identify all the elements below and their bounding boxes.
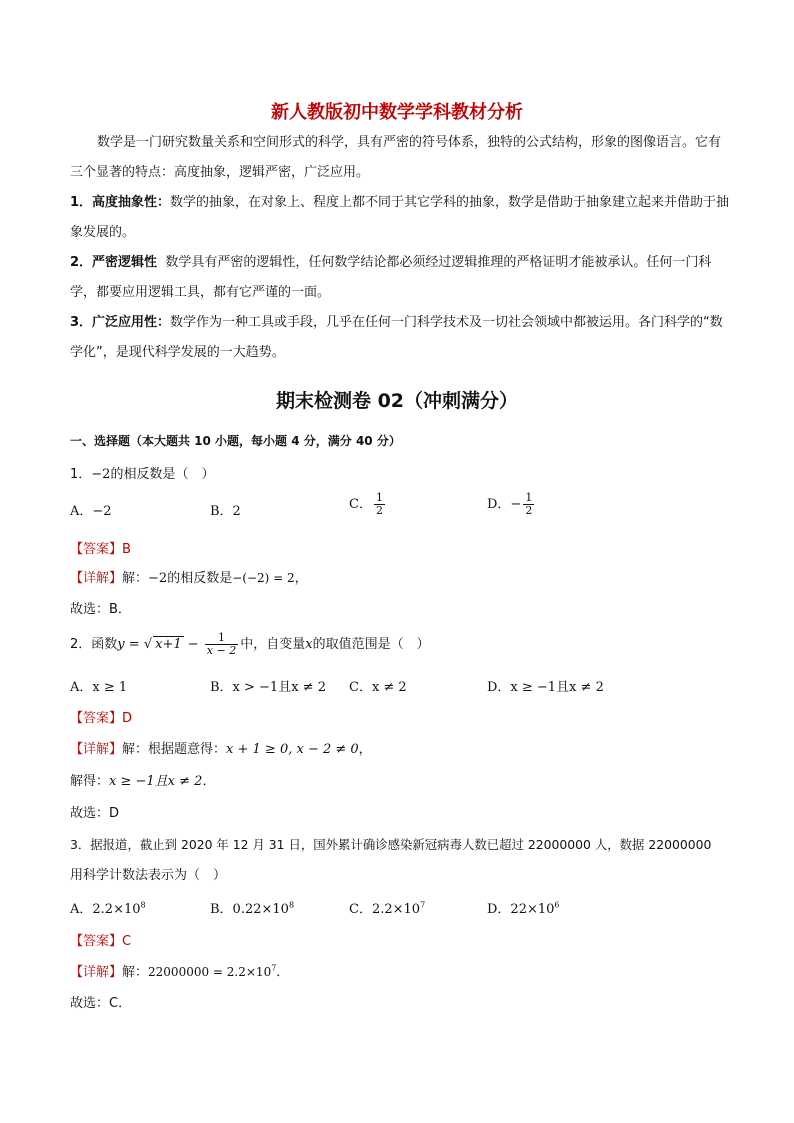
detail-math: x + 1 ≥ 0, x − 2 ≠ 0 [226, 742, 359, 757]
q1-answer [70, 538, 730, 557]
detail-math: −2 [148, 571, 168, 586]
feature-2-label: 2．严密逻辑性 [70, 255, 158, 270]
q2-detail [70, 738, 730, 757]
detail-exponent: 7 [271, 963, 277, 973]
q1-option-c [349, 492, 387, 517]
q2-option-b: B．x > −1且x ≠ 2 [210, 680, 326, 695]
q3-detail [70, 961, 730, 980]
q2-option-a: A．x ≥ 1 [70, 680, 128, 695]
q2-text: 中，自变量 [240, 637, 306, 652]
q3-answer [70, 930, 730, 949]
q1-text: 的相反数是（ ） [110, 467, 215, 482]
answer-value: B [122, 542, 131, 557]
fraction-denominator: 2 [375, 504, 383, 517]
option-base: C．2.2×10 [349, 902, 421, 917]
q1-stem [70, 463, 730, 482]
q3-stem-line1: 3．据报道，截止到 2020 年 12 月 31 日，国外累计确诊感染新冠病毒人数已超过 22000000 人，数据 22000000 [70, 837, 712, 852]
solve-text: ． [202, 774, 216, 789]
option-exponent: 6 [554, 900, 560, 910]
q1-option-c-fraction [374, 492, 385, 517]
q2-sqrt: √ x+1 [143, 637, 182, 652]
detail-math: 22000000 = 2.2×10 [148, 965, 272, 979]
q1-choose: 故选：B． [70, 602, 131, 617]
answer-label: 【答案】 [70, 711, 123, 726]
detail-math: −(−2) = 2 [232, 571, 295, 585]
q2-fraction [205, 632, 238, 657]
q1-number: 1． [70, 467, 92, 482]
option-base: B．0.22×10 [210, 902, 289, 917]
option-exponent: 7 [420, 900, 426, 910]
q3-stem-line2: 用科学计数法表示为（ ） [70, 868, 227, 883]
q1-option-d-label: D．− [487, 497, 522, 512]
fraction-numerator: 1 [525, 491, 533, 504]
q2-option-d: D．x ≥ −1且x ≠ 2 [487, 680, 604, 695]
detail-text: 解： [122, 571, 149, 586]
fraction-numerator: 1 [205, 632, 238, 645]
q1-option-d-fraction [523, 492, 534, 517]
detail-text: ， [358, 742, 372, 757]
fraction-denominator: x − 2 [206, 644, 237, 657]
option-exponent: 8 [140, 900, 146, 910]
q1-option-c-label: C． [349, 497, 372, 512]
fraction-denominator: 2 [525, 504, 533, 517]
detail-text: 的相反数是 [167, 571, 233, 586]
answer-value: C [122, 934, 132, 949]
q1-detail [70, 567, 730, 586]
fraction-numerator: 1 [375, 491, 383, 504]
detail-text: ． [276, 965, 290, 980]
exam-title: 期末检测卷 02（冲刺满分） [275, 390, 519, 412]
q2-math-y: y [117, 637, 125, 652]
section-heading: 一、选择题（本大题共 10 小题，每小题 4 分，满分 40 分） [70, 434, 401, 448]
sqrt-radicand: x+1 [155, 637, 182, 652]
feature-2-text: 数学具有严密的逻辑性，任何数学结论都必须经过逻辑推理的严格证明才能被承认。任何一门科学，都要应用逻辑工具，都有它严谨的一面。 [70, 255, 712, 300]
detail-text: 解：根据题意得： [122, 742, 227, 757]
solve-text: 解得： [70, 774, 110, 789]
feature-1-text: 数学的抽象，在对象上、程度上都不同于其它学科的抽象，数学是借助于抽象建立起来并借助于抽象发展的。 [70, 195, 730, 240]
answer-value: D [122, 711, 133, 726]
q3-option-b [210, 898, 294, 917]
q2-math-minus: − [183, 637, 203, 652]
detail-label: 【详解】 [70, 571, 123, 586]
feature-1-label: 1．高度抽象性： [70, 195, 171, 210]
feature-3 [70, 308, 730, 368]
option-base: A．2.2×10 [70, 902, 141, 917]
q2-math-eq: = [124, 637, 144, 652]
q3-option-d [487, 898, 560, 917]
detail-text: 解： [122, 965, 149, 980]
q2-choose: 故选：D [70, 806, 120, 821]
q2-math-x: x [305, 637, 313, 652]
feature-1 [70, 188, 730, 248]
detail-label: 【详解】 [70, 742, 123, 757]
detail-label: 【详解】 [70, 965, 123, 980]
q1-option-b: B．2 [210, 504, 241, 519]
q3-option-a [70, 898, 146, 917]
q1-math: −2 [91, 467, 111, 482]
answer-label: 【答案】 [70, 542, 123, 557]
option-exponent: 8 [288, 900, 295, 910]
q2-option-c: C．x ≠ 2 [349, 680, 407, 695]
detail-text: ， [294, 571, 308, 586]
intro-paragraph: 数学是一门研究数量关系和空间形式的科学，具有严密的符号体系，独特的公式结构，形象的图像语言。它有三个显著的特点：高度抽象，逻辑严密，广泛应用。 [70, 135, 722, 180]
q1-option-d [487, 492, 536, 517]
q2-text: 2．函数 [70, 637, 118, 652]
solve-math: x ≥ −1且x ≠ 2 [109, 774, 203, 789]
q2-solve [70, 770, 730, 789]
feature-3-label: 3．广泛应用性： [70, 315, 171, 330]
q1-option-a: A．−2 [70, 504, 112, 519]
option-base: D．22×10 [487, 902, 555, 917]
q3-choose: 故选：C． [70, 996, 132, 1011]
q2-answer [70, 707, 730, 726]
answer-label: 【答案】 [70, 934, 123, 949]
q3-option-c [349, 898, 425, 917]
q2-stem [70, 632, 730, 657]
q2-text: 的取值范围是（ ） [312, 637, 430, 652]
analysis-title: 新人教版初中数学学科教材分析 [271, 102, 523, 123]
feature-3-text: 数学作为一种工具或手段，几乎在任何一门科学技术及一切社会领域中都被运用。各门科学的“数学化”，是现代科学发展的一大趋势。 [70, 315, 723, 360]
feature-2 [70, 248, 730, 308]
